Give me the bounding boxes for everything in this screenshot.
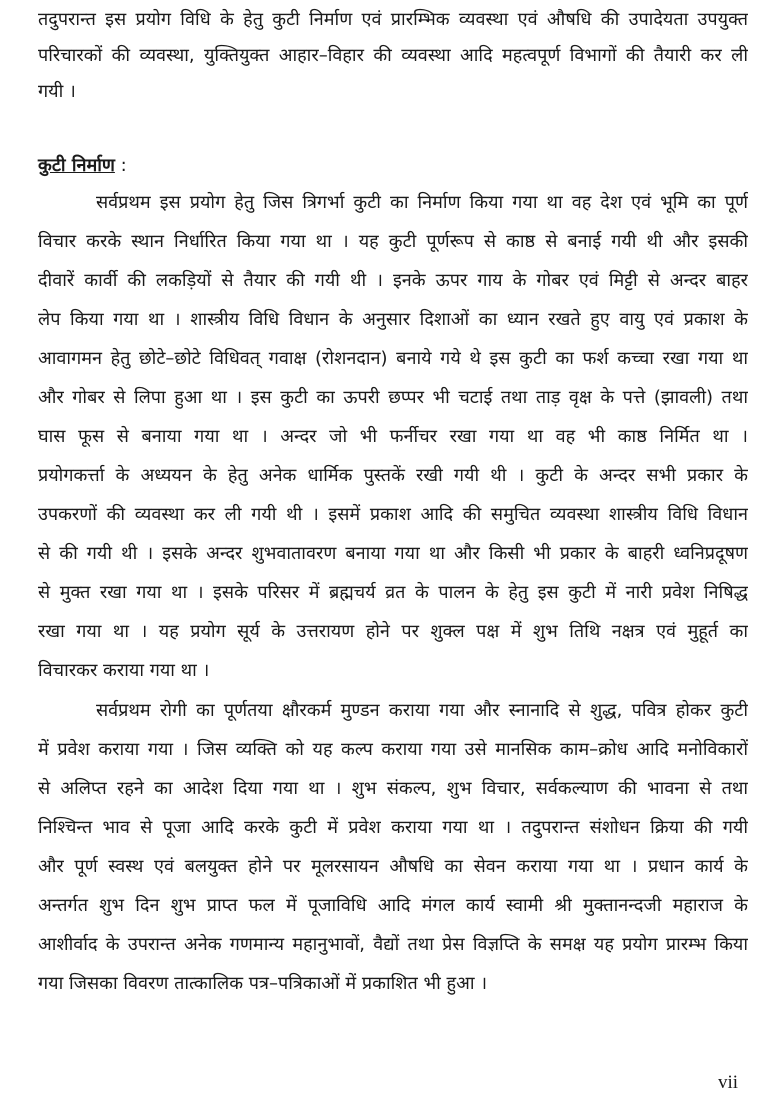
patient-paragraph xyxy=(38,691,748,1003)
text-line: आवागमन हेतु छोटे–छोटे विधिवत् गवाक्ष (रोशनदान) बनाये गये थे इस कुटी का फर्श कच्चा रखा गया था xyxy=(38,348,748,369)
text-line: निश्चिन्त भाव से पूजा आदि करके कुटी में प्रवेश कराया गया था । तदुपरान्त संशोधन क्रिया की गयी xyxy=(38,817,748,838)
text-line: उपकरणों की व्यवस्था कर ली गयी थी । इसमें प्रकाश आदि की समुचित व्यवस्था शास्त्रीय विधि विधान xyxy=(38,504,748,525)
kuti-paragraph xyxy=(38,183,748,690)
text-line: से मुक्त रखा गया था । इसके परिसर में ब्रह्मचर्य व्रत के पालन के हेतु इस कुटी में नारी प्रवेश निषिद्ध xyxy=(38,582,748,603)
text-line: घास फूस से बनाया गया था । अन्दर जो भी फर्नीचर रखा गया था वह भी काष्ठ निर्मित था । xyxy=(38,426,748,447)
text-line: आशीर्वाद के उपरान्त अनेक गणमान्य महानुभावों, वैद्यों तथा प्रेस विज्ञप्ति के समक्ष यह प्रयोग प्रारम्भ किया xyxy=(38,934,748,955)
heading-colon: : xyxy=(114,155,127,176)
text-line: सर्वप्रथम इस प्रयोग हेतु जिस त्रिगर्भा कुटी का निर्माण किया गया था वह देश एवं भूमि का पूर्ण xyxy=(96,192,748,213)
text-line: से की गयी थी । इसके अन्दर शुभवातावरण बनाया गया था और किसी भी प्रकार के बाहरी ध्वनिप्रदूषण xyxy=(38,543,748,564)
text-line: तदुपरान्त इस प्रयोग विधि के हेतु कुटी निर्माण एवं प्रारम्भिक व्यवस्था एवं औषधि की उपादेयता उपयुक्त xyxy=(38,9,748,30)
heading-text: कुटी निर्माण xyxy=(38,155,115,176)
text-line: प्रयोगकर्त्ता के अध्ययन के हेतु अनेक धार्मिक पुस्तकें रखी गयी थी । कुटी के अन्दर सभी प्रकार के xyxy=(38,465,748,486)
text-line: गयी । xyxy=(38,81,76,102)
text-line: रखा गया था । यह प्रयोग सूर्य के उत्तरायण होने पर शुक्ल पक्ष में शुभ तिथि नक्षत्र एवं मुहूर्त का xyxy=(38,621,748,642)
text-line: सर्वप्रथम रोगी का पूर्णतया क्षौरकर्म मुण्डन कराया गया और स्नानादि से शुद्ध, पवित्र होकर कुटी xyxy=(96,700,748,721)
text-line: अन्तर्गत शुभ दिन शुभ प्राप्त फल में पूजाविधि आदि मंगल कार्य स्वामी श्री मुक्तानन्दजी महाराज के xyxy=(38,895,748,916)
text-line: विचारकर कराया गया था । xyxy=(38,660,210,681)
text-line: लेप किया गया था । शास्त्रीय विधि विधान के अनुसार दिशाओं का ध्यान रखते हुए वायु एवं प्रकाश के xyxy=(38,309,748,330)
text-line: में प्रवेश कराया गया । जिस व्यक्ति को यह कल्प कराया गया उसे मानसिक काम–क्रोध आदि मनोविकारों xyxy=(38,739,748,760)
text-line: और पूर्ण स्वस्थ एवं बलयुक्त होने पर मूलरसायन औषधि का सेवन कराया गया था । प्रधान कार्य के xyxy=(38,856,748,877)
intro-paragraph xyxy=(38,2,748,110)
text-line: गया जिसका विवरण तात्कालिक पत्र–पत्रिकाओं में प्रकाशित भी हुआ । xyxy=(38,973,488,994)
text-line: विचार करके स्थान निर्धारित किया गया था । यह कुटी पूर्णरूप से काष्ठ से बनाई गयी थी और इसकी xyxy=(38,231,748,252)
text-line: और गोबर से लिपा हुआ था । इस कुटी का ऊपरी छप्पर भी चटाई तथा ताड़ वृक्ष के पत्ते (झावली) तथा xyxy=(38,387,748,408)
text-line: दीवारें कार्वी की लकड़ियों से तैयार की गयी थी । इनके ऊपर गाय के गोबर एवं मिट्टी से अन्दर बाहर xyxy=(38,270,748,291)
page-number: vii xyxy=(718,1072,739,1093)
text-line: से अलिप्त रहने का आदेश दिया गया था । शुभ संकल्प, शुभ विचार, सर्वकल्याण की भावना से तथा xyxy=(38,778,748,799)
section-heading xyxy=(38,146,748,185)
text-line: परिचारकों की व्यवस्था, युक्तियुक्त आहार–विहार की व्यवस्था आदि महत्वपूर्ण विभागों की तैयारी कर ली xyxy=(38,45,748,66)
